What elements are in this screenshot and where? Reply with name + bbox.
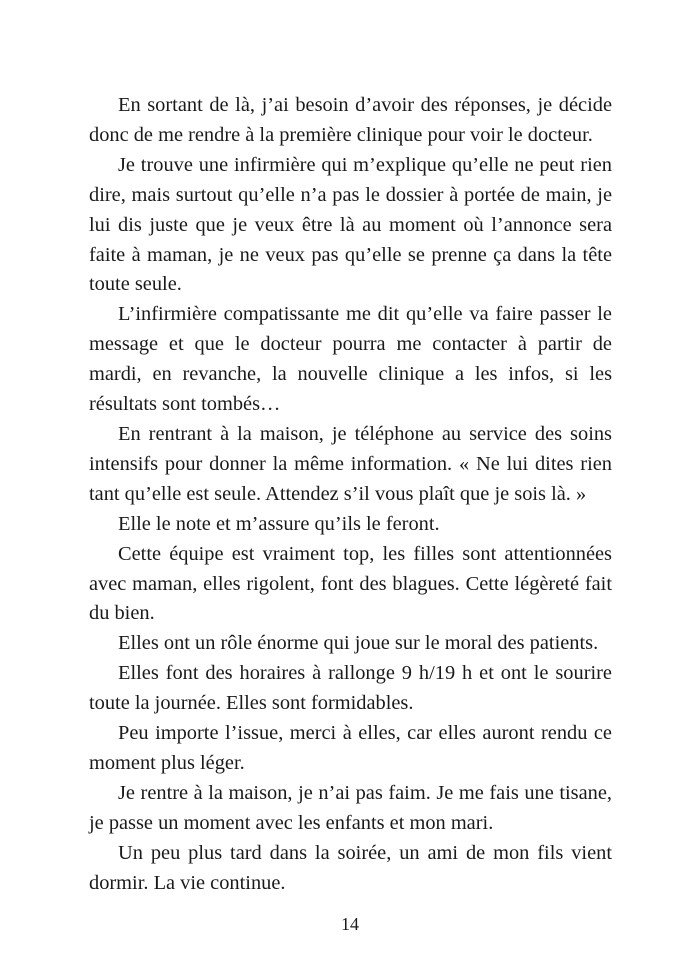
paragraph: L’infirmière compatissante me dit qu’elle va faire passer le message et que le docteur pourra me contacter à partir de mardi, en revanche, la nouvelle clinique a les infos, si les résultats sont tombés… xyxy=(89,303,612,416)
paragraph: En rentrant à la maison, je téléphone au service des soins intensifs pour donner la même information. « Ne lui dites rien tant qu’elle est seule. Attendez s’il vous plaît que je sois là. » xyxy=(89,422,612,505)
paragraph: Elle le note et m’assure qu’ils le feront. xyxy=(118,512,440,535)
paragraph: Elles font des horaires à rallonge 9 h/19 h et ont le sourire toute la journée. Elles sont formidables. xyxy=(89,662,612,715)
paragraph: Peu importe l’issue, merci à elles, car elles auront rendu ce moment plus léger. xyxy=(89,722,612,774)
paragraph: Cette équipe est vraiment top, les filles sont attentionnées avec maman, elles rigolent, font des blagues. Cette légèreté fait du bien. xyxy=(89,542,612,625)
body-text xyxy=(89,91,612,898)
paragraph: Je rentre à la maison, je n’ai pas faim. Je me fais une tisane, je passe un moment avec les enfants et mon mari. xyxy=(89,781,612,834)
paragraph: Un peu plus tard dans la soirée, un ami de mon fils vient dormir. La vie continue. xyxy=(89,841,612,894)
paragraph: En sortant de là, j’ai besoin d’avoir des réponses, je décide donc de me rendre à la première clinique pour voir le docteur. xyxy=(89,94,612,146)
paragraph: Je trouve une infirmière qui m’explique qu’elle ne peut rien dire, mais surtout qu’elle n’a pas le dossier à portée de main, je lui dis juste que je veux être là au moment où l’annonce sera faite à maman, je ne veux pas qu’elle se prenne ça dans la tête toute seule. xyxy=(89,153,612,296)
page-number: 14 xyxy=(341,914,359,934)
paragraph: Elles ont un rôle énorme qui joue sur le moral des patients. xyxy=(118,632,599,655)
